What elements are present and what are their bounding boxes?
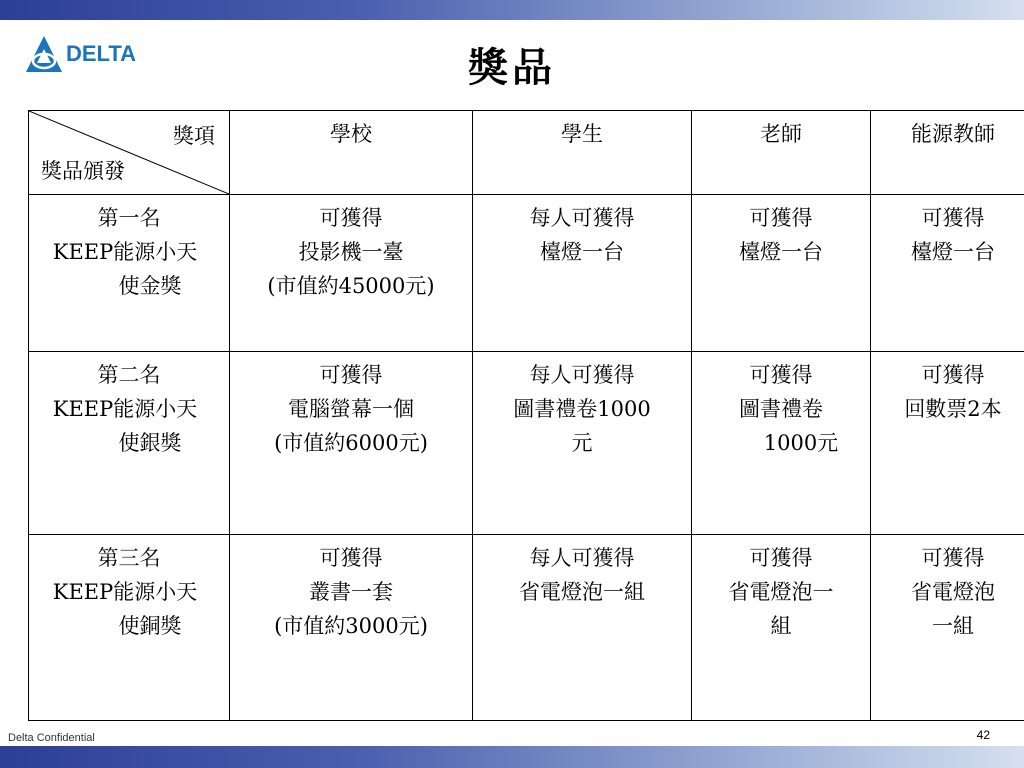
cell-line: 省電燈泡一 <box>728 580 834 604</box>
cell-line: 每人可獲得 <box>529 546 635 570</box>
cell-line: (市值約3000元) <box>274 614 428 638</box>
bottom-gradient-band <box>0 746 1024 768</box>
page-title: 獎品 <box>468 44 556 91</box>
cell-line: 回數票2本 <box>904 397 1002 421</box>
rank-line: 使銅獎 <box>118 614 182 638</box>
rank-line: KEEP能源小天 <box>52 580 198 604</box>
prize-cell <box>230 195 473 352</box>
header-school: 學校 <box>230 111 473 195</box>
cell-line: 檯燈一台 <box>739 240 823 264</box>
table-header-row <box>29 111 1024 195</box>
rank-line: KEEP能源小天 <box>52 397 198 421</box>
cell-line: 可獲得 <box>749 546 813 570</box>
cell-line: 叢書一套 <box>309 580 393 604</box>
cell-line: 省電燈泡一組 <box>519 580 645 604</box>
top-gradient-band <box>0 0 1024 20</box>
rank-line: 第三名 <box>97 546 161 570</box>
prize-cell <box>692 352 871 535</box>
prize-cell <box>473 535 692 721</box>
cell-line: 可獲得 <box>319 206 383 230</box>
rank-cell <box>29 195 230 352</box>
rank-line: 第二名 <box>97 363 161 387</box>
prize-cell <box>871 535 1024 721</box>
logo-text: DELTA <box>66 41 137 66</box>
rank-cell <box>29 535 230 721</box>
cell-line: 可獲得 <box>921 546 985 570</box>
prize-cell <box>473 195 692 352</box>
rank-cell <box>29 352 230 535</box>
confidential-label: Delta Confidential <box>8 732 95 744</box>
cell-line: 元 <box>571 431 593 455</box>
header-teacher: 老師 <box>692 111 871 195</box>
cell-line: 可獲得 <box>749 363 813 387</box>
cell-line: 可獲得 <box>319 546 383 570</box>
prize-cell <box>692 535 871 721</box>
cell-line: (市值約45000元) <box>267 274 435 298</box>
rank-line: KEEP能源小天 <box>52 240 198 264</box>
rank-line: 使銀獎 <box>118 431 182 455</box>
cell-line: 省電燈泡 <box>911 580 995 604</box>
cell-line: 可獲得 <box>921 206 985 230</box>
cell-line: 一組 <box>932 614 974 638</box>
corner-bottom-label: 獎品頒發 <box>41 159 125 183</box>
header-student: 學生 <box>473 111 692 195</box>
cell-line: 組 <box>770 614 792 638</box>
rank-line: 第一名 <box>97 206 161 230</box>
cell-line: 可獲得 <box>749 206 813 230</box>
prize-cell <box>230 352 473 535</box>
cell-line: 檯燈一台 <box>911 240 995 264</box>
page-number: 42 <box>976 728 990 742</box>
cell-line: 可獲得 <box>921 363 985 387</box>
header-energy-teacher: 能源教師 <box>871 111 1024 195</box>
table-row <box>29 535 1024 721</box>
cell-line: 圖書禮卷 <box>739 397 823 421</box>
prize-cell <box>692 195 871 352</box>
cell-line: 投影機一臺 <box>298 240 404 264</box>
cell-line: 每人可獲得 <box>529 206 635 230</box>
prize-cell <box>230 535 473 721</box>
cell-line: 檯燈一台 <box>540 240 624 264</box>
prize-table <box>28 110 1024 721</box>
cell-line: 電腦螢幕一個 <box>288 397 414 421</box>
prize-cell <box>473 352 692 535</box>
cell-line: 1000元 <box>763 431 839 455</box>
table-row <box>29 352 1024 535</box>
prize-cell <box>871 352 1024 535</box>
corner-header-cell <box>29 111 230 195</box>
cell-line: 每人可獲得 <box>529 363 635 387</box>
corner-top-label: 獎項 <box>173 124 215 148</box>
cell-line: 可獲得 <box>319 363 383 387</box>
prize-cell <box>871 195 1024 352</box>
rank-line: 使金獎 <box>118 274 182 298</box>
cell-line: (市值約6000元) <box>274 431 428 455</box>
table-row <box>29 195 1024 352</box>
cell-line: 圖書禮卷1000 <box>513 397 651 421</box>
